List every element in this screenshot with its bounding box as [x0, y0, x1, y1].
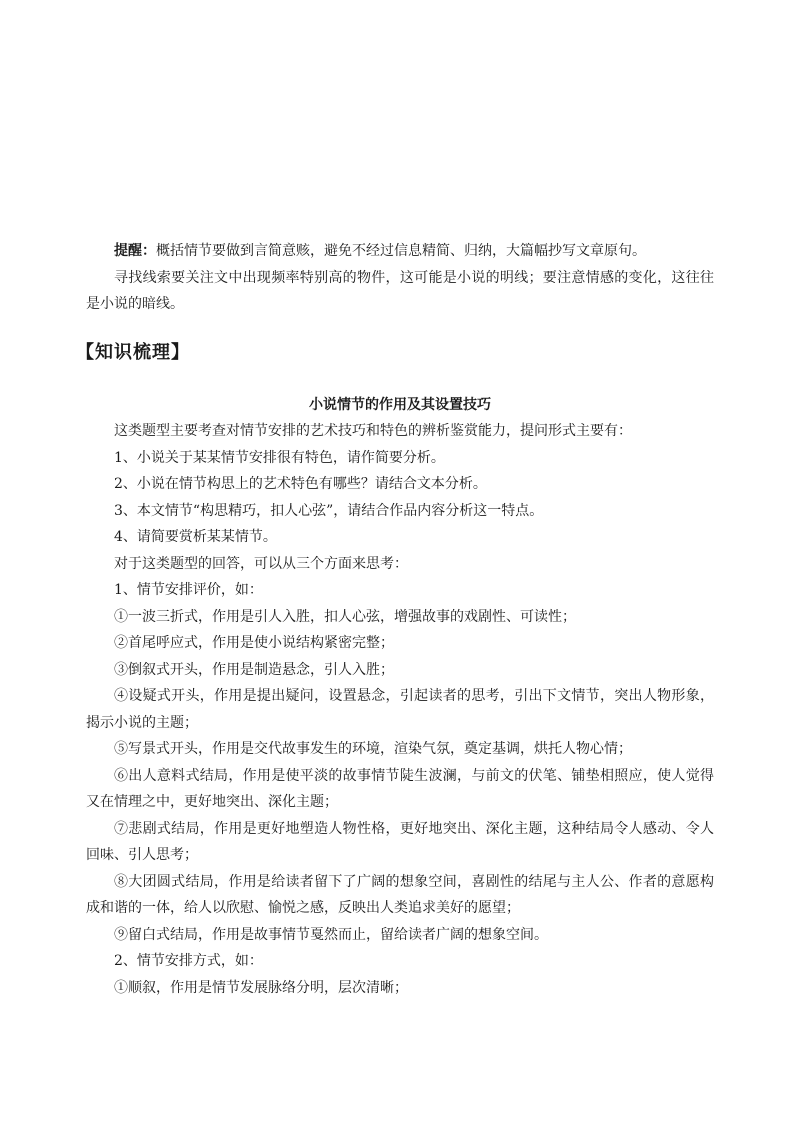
- aspect1-item: ①一波三折式，作用是引人入胜，扣人心弦，增强故事的戏剧性、可读性；: [114, 608, 576, 625]
- question-item: 4、请简要赏析某某情节。: [114, 529, 277, 545]
- question-item: 1、小说关于某某情节安排很有特色，请作简要分析。: [114, 449, 445, 466]
- intro-paragraph: 这类题型主要考查对情节安排的艺术技巧和特色的辨析鉴赏能力，提问形式主要有：: [114, 423, 632, 439]
- question-item: 3、本文情节“构思精巧，扣人心弦”，请结合作品内容分析这一特点。: [114, 502, 544, 519]
- aspect1-item: ④设疑式开头，作用是提出疑问，设置悬念，引起读者的思考，引出下文情节，突出人物形象，揭示小说的主题；: [86, 688, 714, 731]
- tip-text: 概括情节要做到言简意赅，避免不经过信息精简、归纳，大篇幅抄写文章原句。: [156, 243, 646, 259]
- article-title: 小说情节的作用及其设置技巧: [309, 396, 491, 413]
- aspect1-item: ⑨留白式结局，作用是故事情节戛然而止，留给读者广阔的想象空间。: [114, 926, 548, 943]
- aspect1-item: ⑥出人意料式结局，作用是使平淡的故事情节陡生波澜，与前文的伏笔、铺垫相照应，使人觉得又在情理之中，更好地突出、深化主题；: [86, 767, 714, 810]
- document-body: [76, 238, 714, 1001]
- clue-paragraph: 寻找线索要关注文中出现频率特别高的物件，这可能是小说的明线；要注意情感的变化，这往往是小说的暗线。: [86, 269, 714, 312]
- aspect1-heading: 1、情节安排评价，如：: [114, 582, 263, 598]
- aspect2-item: ①顺叙，作用是情节发展脉络分明，层次清晰；: [114, 979, 408, 996]
- section-header: 【知识梳理】: [76, 341, 190, 363]
- tip-paragraph: [86, 238, 714, 265]
- aspect1-item: ②首尾呼应式，作用是使小说结构紧密完整；: [114, 635, 394, 651]
- aspect1-item: ⑧大团圆式结局，作用是给读者留下了广阔的想象空间，喜剧性的结尾与主人公、作者的意愿构成和谐的一体，给人以欣慰、愉悦之感，反映出人类追求美好的愿望；: [86, 873, 714, 916]
- aspect1-item: ⑤写景式开头，作用是交代故事发生的环境，渲染气氛，奠定基调，烘托人物心情；: [114, 741, 632, 757]
- aspect1-item: ⑦悲剧式结局，作用是更好地塑造人物性格，更好地突出、深化主题，这种结局令人感动、令人回味、引人思考；: [86, 820, 714, 863]
- aspect1-item: ③倒叙式开头，作用是制造悬念，引人入胜；: [114, 661, 394, 678]
- question-item: 2、小说在情节构思上的艺术特色有哪些？请结合文本分析。: [114, 476, 487, 492]
- aspect2-heading: 2、情节安排方式，如：: [114, 953, 263, 969]
- tip-label: 提醒：: [114, 243, 156, 259]
- answer-intro: 对于这类题型的回答，可以从三个方面来思考：: [114, 555, 408, 572]
